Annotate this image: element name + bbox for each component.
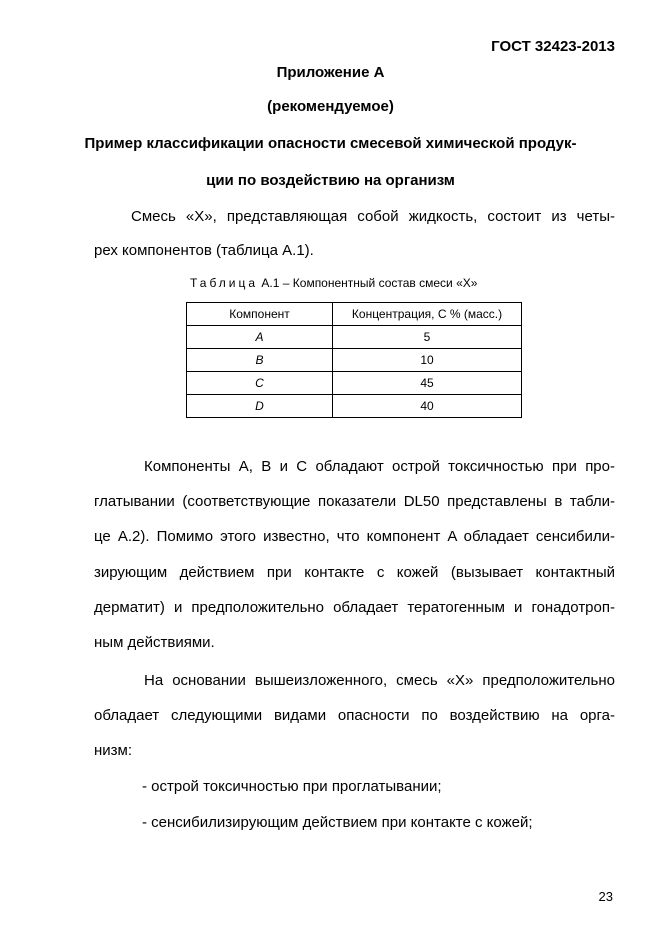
paragraph-2-line-3: низм: (94, 742, 133, 759)
appendix-title: Приложение А (276, 64, 385, 81)
concentration-cell: 10 (333, 349, 522, 372)
table-row (187, 326, 522, 349)
concentration-cell: 45 (333, 372, 522, 395)
table-row (187, 349, 522, 372)
component-cell: D (187, 395, 333, 418)
table-row (187, 372, 522, 395)
intro-line-2: рех компонентов (таблица А.1). (94, 242, 314, 259)
list-item: - острой токсичностью при проглатывании; (142, 778, 442, 795)
paragraph-1-line-5: дерматит) и предположительно обладает тератогенным и гонадотроп- (94, 599, 615, 616)
section-title-line-1: Пример классификации опасности смесевой химической продук- (84, 135, 577, 152)
header-component: Компонент (187, 303, 333, 326)
component-cell: A (187, 326, 333, 349)
table-caption-prefix: Таблица (190, 276, 259, 290)
paragraph-1-line-2: глатывании (соответствующие показатели DL50 представлены в табли- (94, 493, 615, 510)
section-title-line-2: ции по воздействию на организм (206, 172, 455, 189)
appendix-type: (рекомендуемое) (267, 98, 394, 115)
paragraph-1-line-1: Компоненты A, B и C обладают острой токсичностью при про- (144, 458, 615, 475)
table-header-row (187, 303, 522, 326)
paragraph-1-line-3: це А.2). Помимо этого известно, что компонент A обладает сенсибили- (94, 528, 615, 545)
component-cell: C (187, 372, 333, 395)
table-caption (190, 276, 530, 290)
paragraph-2-line-2: обладает следующими видами опасности по воздействию на орга- (94, 707, 615, 724)
concentration-cell: 5 (333, 326, 522, 349)
page-number: 23 (598, 889, 613, 904)
intro-line-1: Смесь «X», представляющая собой жидкость, состоит из четы- (131, 208, 615, 225)
component-cell: B (187, 349, 333, 372)
header-concentration: Концентрация, C % (масс.) (333, 303, 522, 326)
list-item: - сенсибилизирующим действием при контакте с кожей; (142, 814, 533, 831)
concentration-cell: 40 (333, 395, 522, 418)
table-caption-number: А.1 (261, 276, 280, 290)
paragraph-1-line-4: зирующим действием при контакте с кожей (вызывает контактный (94, 564, 615, 581)
table-row (187, 395, 522, 418)
paragraph-2-line-1: На основании вышеизложенного, смесь «X» предположительно (144, 672, 615, 689)
table-caption-text: – Компонентный состав смеси «X» (282, 276, 478, 290)
paragraph-1-line-6: ным действиями. (94, 634, 215, 651)
components-table (186, 302, 522, 418)
document-code: ГОСТ 32423-2013 (491, 38, 615, 55)
